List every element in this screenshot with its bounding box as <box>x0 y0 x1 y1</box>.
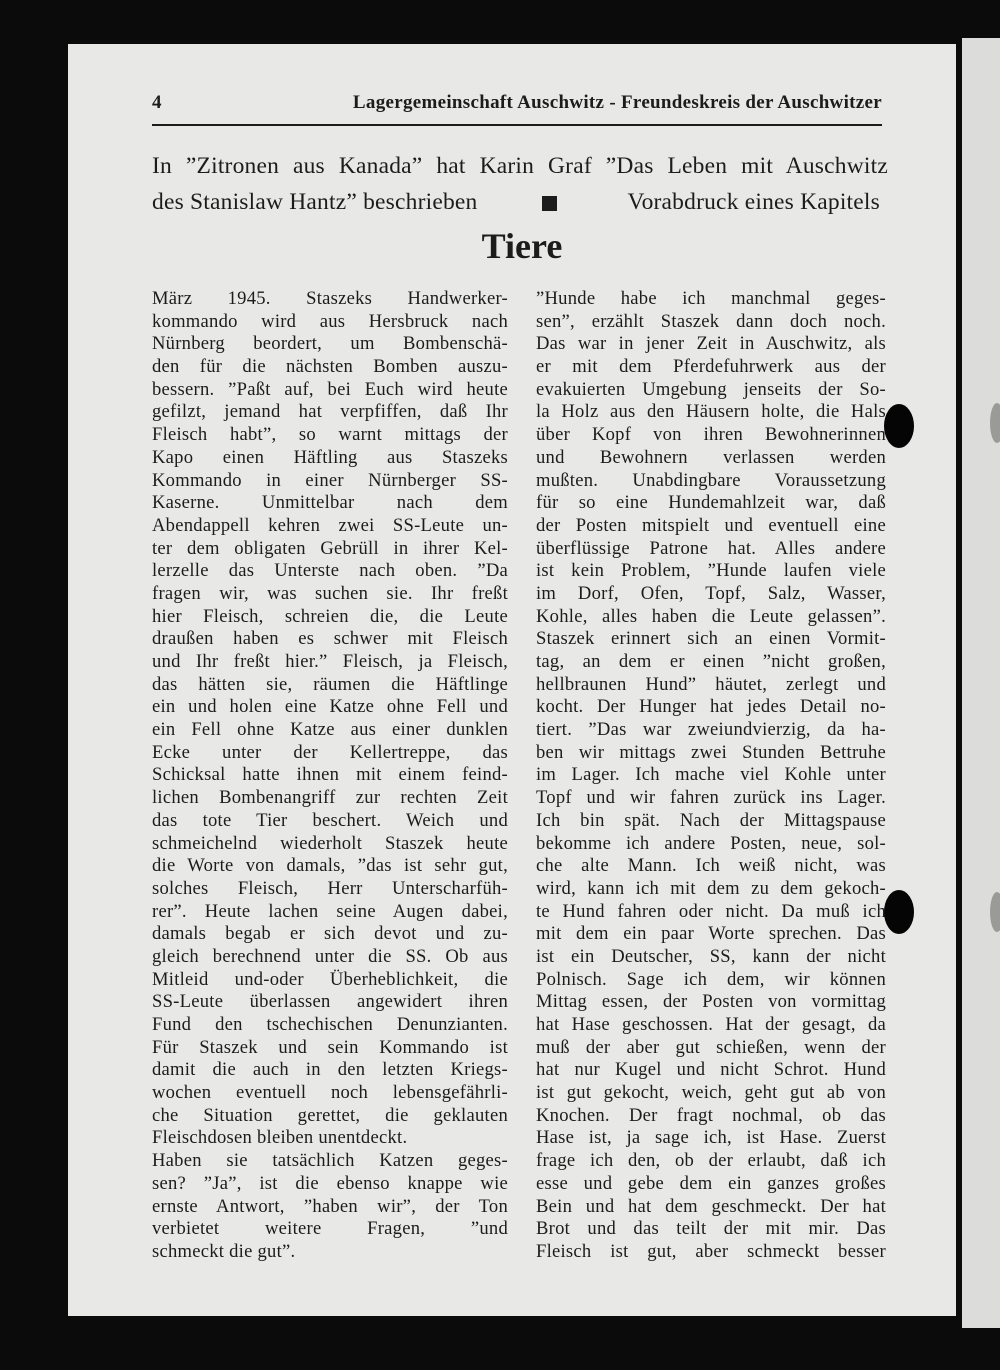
subtitle-line-2-left: des Stanislaw Hantz” beschrieben <box>152 189 478 215</box>
punch-hole-shadow-bottom <box>990 892 1000 932</box>
text-line: hier Fleisch, schreien die, die Leute <box>152 605 508 627</box>
text-line: Schicksal hatte ihnen mit einem feind- <box>152 764 508 786</box>
text-line: und Ihr freßt hier.” Fleisch, ja Fleisch, <box>152 651 508 672</box>
text-line: damit die auch in den letzten Kriegs- <box>152 1059 508 1081</box>
text-line: den für die nächsten Bomben auszu- <box>152 356 508 378</box>
left-text-column <box>152 288 508 1264</box>
subtitle-line-2 <box>152 184 888 220</box>
text-line: für so eine Hundemahlzeit war, daß <box>536 492 886 514</box>
text-line: Fleisch habt”, so warnt mittags der <box>152 424 508 446</box>
text-line: Brot und das teilt der mit mir. Das <box>536 1218 886 1240</box>
page-number: 4 <box>152 92 162 113</box>
text-line: hat nur Kugel und nicht Schrot. Hund <box>536 1059 886 1081</box>
text-line: Kohle, alles haben die Leute gelassen”. <box>536 605 886 627</box>
text-line: muß der aber gut schießen, wenn der <box>536 1036 886 1058</box>
text-line: gleich berechnend unter die SS. Ob aus <box>152 945 508 967</box>
text-line: er mit dem Pferdefuhrwerk aus der <box>536 356 886 378</box>
text-line: Fund den tschechischen Denunzianten. <box>152 1014 508 1035</box>
text-line: im Lager. Ich mache viel Kohle unter <box>536 764 886 786</box>
text-line: sen? ”Ja”, ist die ebenso knappe wie <box>152 1172 508 1194</box>
text-line: Ecke unter der Kellertreppe, das <box>152 741 508 763</box>
text-line: Bein und hat dem geschmeckt. Der hat <box>536 1195 886 1217</box>
right-text-column <box>536 288 886 1264</box>
text-line: Fleischdosen bleiben unentdeckt. <box>152 1127 408 1149</box>
text-line: hat Hase geschossen. Hat der gesagt, da <box>536 1014 886 1035</box>
text-line: Kapo einen Häftling aus Staszeks <box>152 446 508 468</box>
text-line: lichen Bombenangriff zur rechten Zeit <box>152 787 508 809</box>
text-line: draußen haben es schwer mit Fleisch <box>152 628 508 650</box>
text-line: ernste Antwort, ”haben wir”, der Ton <box>152 1195 508 1217</box>
text-line: Staszek erinnert sich an einen Vormit- <box>536 628 886 650</box>
text-line: Kommando in einer Nürnberger SS- <box>152 469 508 491</box>
text-line: Das war in jener Zeit in Auschwitz, als <box>536 333 886 355</box>
text-line: Mittag essen, der Posten von vormittag <box>536 991 886 1013</box>
text-line: wird, kann ich mit dem zu dem gekoch- <box>536 877 886 899</box>
square-bullet-icon <box>542 196 557 211</box>
text-line: tag, an dem er einen ”nicht großen, <box>536 651 886 672</box>
text-line: Hase ist, ja sage ich, ist Hase. Zuerst <box>536 1127 886 1149</box>
text-line: das hätten sie, räumen die Häftlinge <box>152 673 508 695</box>
text-line: und Bewohnern verlassen werden <box>536 446 886 468</box>
text-line: mit dem ein paar Worte sprechen. Das <box>536 923 886 945</box>
text-line: SS-Leute überlassen angewidert ihren <box>152 991 508 1013</box>
text-line: überflüssige Patrone hat. Alles andere <box>536 537 886 559</box>
text-line: frage ich den, ob der erlaubt, daß ich <box>536 1150 886 1172</box>
text-line: mußten. Unabdingbare Voraussetzung <box>536 469 886 491</box>
text-line: Polnisch. Sage ich dem, wir können <box>536 968 886 990</box>
subtitle-line-2-right: Vorabdruck eines Kapitels <box>627 189 880 215</box>
text-line: der Posten mitspielt und eventuell eine <box>536 514 886 536</box>
text-line: gefilzt, jemand hat verpfiffen, daß Ihr <box>152 401 508 423</box>
text-line: kommando wird aus Hersbruck nach <box>152 310 508 332</box>
subtitle-line-1: In ”Zitronen aus Kanada” hat Karin Graf ”Das Leben mit Auschwitz <box>152 153 888 179</box>
text-line: kocht. Der Hunger hat jedes Detail no- <box>536 696 886 718</box>
text-line: über Kopf von ihren Bewohnerinnen <box>536 424 886 446</box>
text-line: Für Staszek und sein Kommando ist <box>152 1036 508 1058</box>
text-line: schmeckt die gut”. <box>152 1240 296 1262</box>
text-line: das tote Tier beschert. Weich und <box>152 809 508 831</box>
text-line: la Holz aus den Häusern holte, die Hals <box>536 401 886 423</box>
text-line: ist kein Problem, ”Hunde laufen viele <box>536 560 886 582</box>
text-line: ein und holen eine Katze ohne Fell und <box>152 696 508 718</box>
running-title: Lagergemeinschaft Auschwitz - Freundeskreis der Auschwitzer <box>352 92 882 113</box>
text-line: Fleisch ist gut, aber schmeckt besser <box>536 1240 886 1262</box>
text-line: ter dem obligaten Gebrüll in ihrer Kel- <box>152 537 508 559</box>
text-line: damals begab er sich devot und zu- <box>152 923 508 945</box>
text-line: schmeichelnd wiederholt Staszek heute <box>152 832 508 854</box>
punch-hole-shadow-top <box>990 403 1000 443</box>
text-line: Knochen. Der fragt nochmal, ob das <box>536 1104 886 1126</box>
text-line: ”Hunde habe ich manchmal geges- <box>536 288 886 309</box>
text-line: ein Fell ohne Katze aus einer dunklen <box>152 719 508 741</box>
punch-hole-top <box>884 404 914 448</box>
text-line: bekomme ich andere Posten, neue, sol- <box>536 832 886 854</box>
page-header <box>152 92 882 122</box>
text-line: Ich bin spät. Nach der Mittagspause <box>536 809 886 831</box>
text-line: che Situation gerettet, die geklauten <box>152 1104 508 1126</box>
text-line: fragen wir, was suchen sie. Ihr freßt <box>152 582 508 604</box>
text-line: sen”, erzählt Staszek dann doch noch. <box>536 310 886 332</box>
text-line: ben wir mittags zwei Stunden Bettruhe <box>536 741 886 763</box>
text-line: te Hund fahren oder nicht. Da muß ich <box>536 900 886 922</box>
text-line: Topf und wir fahren zurück ins Lager. <box>536 787 886 809</box>
text-line: Mitleid und-oder Überheblichkeit, die <box>152 968 508 990</box>
article-subtitle <box>152 148 888 220</box>
article-title: Tiere <box>481 226 563 266</box>
text-line: März 1945. Staszeks Handwerker- <box>152 288 508 309</box>
text-line: Kaserne. Unmittelbar nach dem <box>152 492 508 514</box>
punch-hole-bottom <box>884 890 914 934</box>
text-line: evakuierten Umgebung jenseits der So- <box>536 378 886 400</box>
text-line: ist ein Deutscher, SS, kann der nicht <box>536 945 886 967</box>
text-line: verbietet weitere Fragen, ”und <box>152 1218 508 1240</box>
text-line: die Worte von damals, ”das ist sehr gut, <box>152 855 508 877</box>
text-line: Haben sie tatsächlich Katzen geges- <box>152 1150 508 1172</box>
text-line: che alte Mann. Ich weiß nicht, was <box>536 855 886 877</box>
text-line: Nürnberg beordert, um Bombenschä- <box>152 333 508 355</box>
text-line: Abendappell kehren zwei SS-Leute un- <box>152 514 508 536</box>
text-line: esse und gebe dem ein ganzes großes <box>536 1172 886 1194</box>
text-line: lerzelle das Unterste nach oben. ”Da <box>152 560 508 582</box>
text-line: hellbraunen Hund” häutet, zerlegt und <box>536 673 886 695</box>
text-line: bessern. ”Paßt auf, bei Euch wird heute <box>152 378 508 400</box>
text-line: solches Fleisch, Herr Unterscharfüh- <box>152 877 508 899</box>
next-page-edge <box>962 38 1000 1328</box>
header-rule <box>152 124 882 126</box>
text-line: ist gut gekocht, weich, geht gut ab von <box>536 1082 886 1104</box>
text-line: wochen eventuell noch lebensgefährli- <box>152 1082 508 1104</box>
text-line: im Dorf, Ofen, Topf, Salz, Wasser, <box>536 582 886 604</box>
text-line: tiert. ”Das war zweiundvierzig, da ha- <box>536 719 886 741</box>
text-line: rer”. Heute lachen seine Augen dabei, <box>152 900 508 922</box>
